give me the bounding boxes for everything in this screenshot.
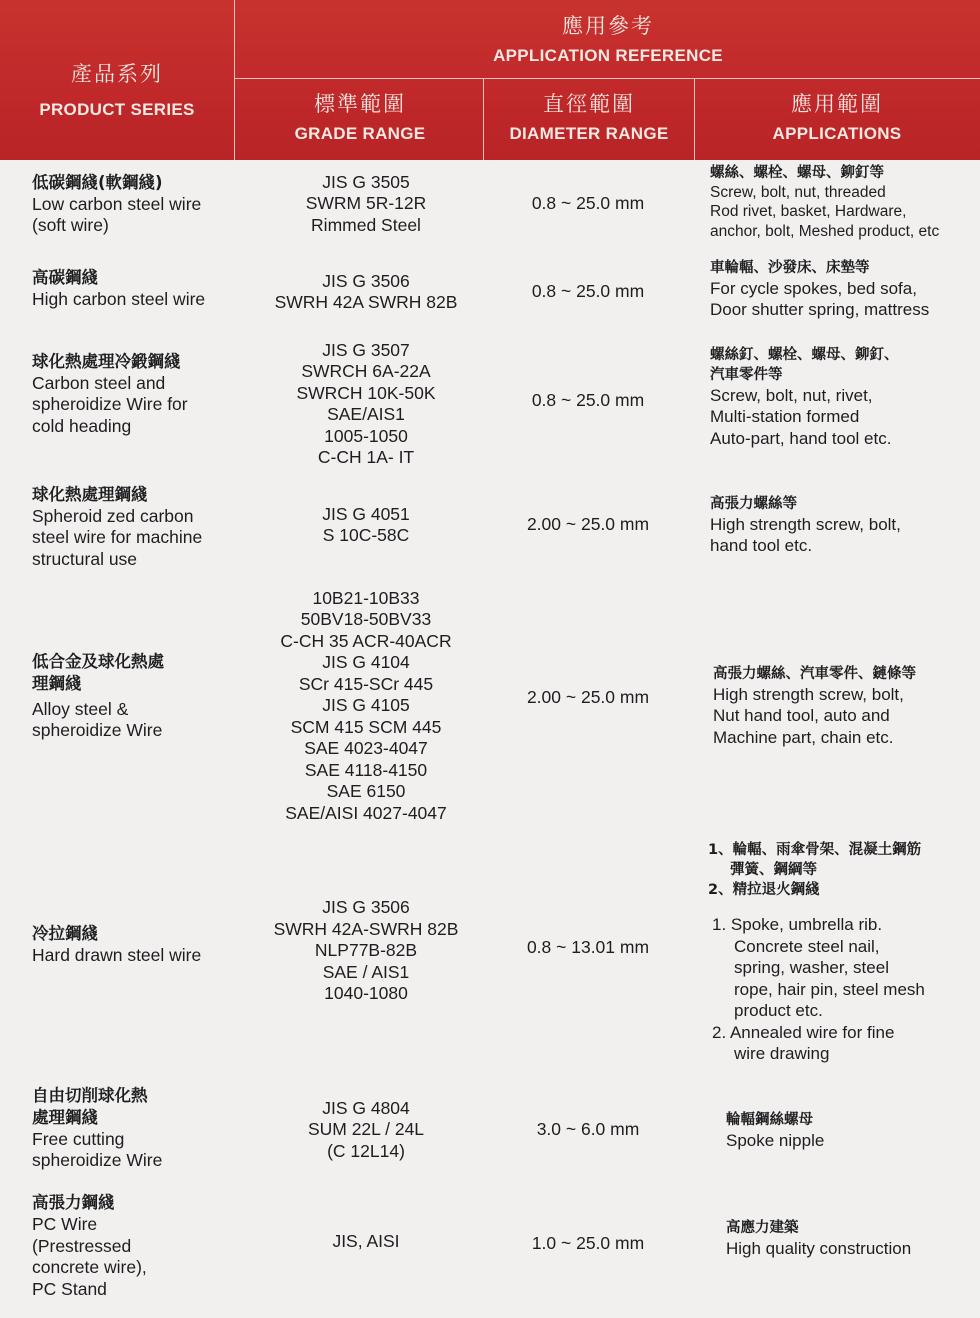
applications-en: APPLICATIONS (772, 124, 902, 143)
grade-value: SCr 415-SCr 445 (298, 673, 434, 694)
grade-value: SWRCH 10K-50K (296, 382, 436, 403)
application-en: Concrete steel nail, (734, 936, 880, 956)
table-row (0, 166, 980, 242)
diameter-range-en: DIAMETER RANGE (509, 124, 669, 143)
product-cell (32, 482, 247, 572)
grade-value: S 10C-58C (322, 525, 410, 545)
diameter-value: 0.8 ~ 25.0 mm (531, 193, 645, 214)
diameter-value: 0.8 ~ 25.0 mm (531, 390, 645, 411)
grade-cell (248, 252, 484, 332)
applications-en-cell (712, 914, 980, 1070)
application-en: High strength screw, bolt, (710, 514, 901, 534)
grade-value: SWRCH 6A-22A (301, 361, 431, 381)
grade-value: JIS G 4051 (322, 503, 410, 524)
product-cell (32, 252, 247, 326)
grade-range-header (236, 88, 484, 144)
product-name-zh: 高張力鋼綫 (32, 1193, 115, 1212)
grade-value: SAE/AIS1 (327, 404, 405, 424)
application-zh: 螺絲、螺栓、螺母、鉚釘等 (710, 164, 884, 181)
applications-cell (710, 162, 978, 242)
application-en: High quality construction (726, 1239, 912, 1259)
application-en: Screw, bolt, nut, rivet, (710, 385, 873, 405)
product-name-zh: 高碳鋼綫 (32, 268, 98, 288)
grade-value: SWRH 42A SWRH 82B (274, 292, 458, 312)
grade-cell (248, 586, 484, 826)
grade-value: JIS G 4105 (322, 695, 410, 716)
diameter-cell (484, 166, 692, 242)
grade-value: C-CH 1A- IT (317, 447, 415, 467)
grade-cell (248, 338, 484, 470)
diameter-value: 3.0 ~ 6.0 mm (536, 1119, 640, 1140)
product-name-en: PC Wire (32, 1214, 98, 1234)
product-cell (32, 166, 247, 242)
diameter-value: 2.00 ~ 25.0 mm (526, 514, 650, 535)
grade-cell (248, 166, 484, 242)
product-cell (32, 1082, 247, 1174)
applications-cell (726, 1106, 980, 1156)
product-cell (32, 1190, 247, 1302)
product-name-en: Hard drawn steel wire (32, 945, 202, 966)
product-name-en: Spheroid zed carbon (32, 505, 194, 526)
grade-range-en: GRADE RANGE (294, 124, 426, 143)
grade-value: SAE 6150 (326, 781, 406, 802)
application-en: anchor, bolt, Meshed product, etc (710, 222, 940, 240)
diameter-value: 2.00 ~ 25.0 mm (526, 687, 650, 708)
product-name-en: High carbon steel wire (32, 289, 206, 310)
application-en: 1. Spoke, umbrella rib. (712, 915, 883, 934)
grade-value: SWRM 5R-12R (305, 193, 427, 214)
product-name-en: PC Stand (32, 1278, 107, 1299)
grade-value: 50BV18-50BV33 (300, 609, 432, 630)
applications-zh: 應用範圍 (791, 92, 883, 116)
product-cell (32, 338, 247, 450)
applications-cell (710, 252, 978, 326)
application-zh: 輪輻鋼絲螺母 (726, 1112, 813, 1129)
application-en: Nut hand tool, auto and (713, 706, 890, 726)
grade-range-zh: 標準範圍 (314, 92, 406, 116)
application-en: Auto-part, hand tool etc. (710, 428, 892, 448)
application-zh: 1、輪輻、雨傘骨架、混凝土鋼筋 (708, 842, 922, 858)
grade-value: 1005-1050 (324, 425, 408, 446)
grade-cell (248, 1222, 484, 1262)
diameter-cell (484, 482, 692, 568)
product-name-zh: 理鋼綫 (32, 673, 82, 693)
application-zh: 高張力螺絲等 (710, 495, 797, 512)
diameter-range-zh: 直徑範圍 (543, 92, 635, 116)
grade-value: C-CH 35 ACR-40ACR (280, 630, 452, 651)
applications-zh-cell (708, 840, 980, 904)
grade-value: JIS, AISI (332, 1231, 400, 1252)
table-header (0, 0, 980, 160)
product-name-zh: 球化熱處理鋼綫 (32, 484, 148, 504)
table-row (0, 840, 980, 1070)
product-name-en: steel wire for machine (32, 527, 203, 548)
grade-value: SUM 22L / 24L (307, 1119, 425, 1140)
grade-value: JIS G 3506 (322, 270, 410, 291)
table-row (0, 338, 980, 470)
diameter-cell (484, 338, 692, 464)
applications-cell (710, 482, 978, 568)
application-en: For cycle spokes, bed sofa, (710, 278, 917, 298)
application-en: wire drawing (734, 1044, 830, 1063)
product-name-zh: 自由切削球化熱 (32, 1085, 148, 1105)
grade-value: SAE 4023-4047 (304, 738, 428, 759)
application-zh: 彈簧、鋼綱等 (730, 862, 817, 878)
product-cell (32, 920, 247, 970)
diameter-cell (484, 928, 692, 968)
product-name-zh: 球化熱處理冷鍛鋼綫 (32, 351, 181, 371)
application-en: Machine part, chain etc. (713, 727, 894, 747)
application-en: Rod rivet, basket, Hardware, (710, 203, 907, 221)
application-reference-en: APPLICATION REFERENCE (493, 46, 723, 65)
application-en: spring, washer, steel (734, 958, 889, 977)
product-name-en: spheroidize Wire for (32, 394, 188, 415)
application-zh: 高應力建築 (726, 1220, 799, 1237)
table-row (0, 1082, 980, 1174)
product-name-en: cold heading (32, 415, 132, 436)
product-name-en: concrete wire), (32, 1257, 147, 1277)
application-zh: 車輪輻、沙發床、床墊等 (710, 259, 870, 276)
grade-value: JIS G 3505 (322, 171, 410, 192)
application-en: High strength screw, bolt, (713, 684, 904, 704)
product-name-zh: 低碳鋼綫(軟鋼綫) (32, 172, 163, 192)
grade-value: (C 12L14) (327, 1140, 405, 1161)
application-zh: 高張力螺絲、汽車零件、鏈條等 (713, 665, 916, 682)
diameter-cell (484, 252, 692, 332)
grade-cell (248, 482, 484, 568)
diameter-value: 0.8 ~ 25.0 mm (531, 281, 645, 302)
grade-value: SCM 415 SCM 445 (290, 716, 442, 737)
diameter-cell (484, 1110, 692, 1150)
grade-value: SAE / AIS1 (322, 961, 410, 982)
grade-cell (248, 896, 484, 1006)
application-en: hand tool etc. (710, 536, 813, 555)
header-divider (234, 0, 235, 160)
application-en: Multi-station formed (710, 407, 860, 427)
product-series-en: PRODUCT SERIES (39, 100, 195, 119)
diameter-cell (484, 586, 692, 810)
grade-cell (248, 1090, 484, 1170)
application-zh: 螺絲釘、螺栓、螺母、鉚釘、 (710, 346, 899, 363)
application-reference-zh: 應用參考 (562, 14, 654, 38)
product-name-en: (Prestressed (32, 1235, 132, 1256)
header-divider (483, 78, 484, 160)
table-row (0, 252, 980, 326)
grade-value: SAE/AISI 4027-4047 (285, 802, 447, 823)
product-name-en: structural use (32, 548, 138, 569)
product-cell (32, 646, 247, 746)
product-name-en: Free cutting (32, 1128, 125, 1149)
application-en: Door shutter spring, mattress (710, 300, 930, 319)
header-divider (234, 78, 980, 79)
diameter-value: 1.0 ~ 25.0 mm (531, 1233, 645, 1254)
application-en: product etc. (734, 1001, 823, 1020)
product-name-zh: 冷拉鋼綫 (32, 924, 98, 944)
product-name-en: spheroidize Wire (32, 720, 163, 740)
grade-value: JIS G 3507 (322, 339, 410, 360)
diameter-range-header (484, 88, 694, 144)
applications-header (694, 88, 980, 144)
grade-value: JIS G 4104 (322, 652, 410, 673)
diameter-cell (484, 1224, 692, 1264)
application-reference-header (236, 10, 980, 66)
application-en: 2. Annealed wire for fine (712, 1022, 895, 1042)
grade-value: SWRH 42A-SWRH 82B (273, 918, 459, 939)
grade-value: NLP77B-82B (314, 940, 418, 961)
grade-value: JIS G 4804 (322, 1097, 410, 1118)
grade-value: Rimmed Steel (311, 214, 421, 235)
product-name-en: (soft wire) (32, 215, 109, 235)
application-zh: 2、精拉退火鋼綫 (708, 882, 820, 898)
application-en: rope, hair pin, steel mesh (734, 979, 925, 999)
applications-cell (726, 1214, 980, 1264)
product-name-en: Carbon steel and (32, 372, 166, 393)
table-row (0, 586, 980, 826)
product-series-zh: 產品系列 (71, 62, 163, 86)
grade-value: SAE 4118-4150 (304, 759, 428, 780)
applications-cell (710, 342, 978, 452)
product-name-en: Low carbon steel wire (32, 193, 202, 214)
product-name-zh: 低合金及球化熱處 (32, 651, 164, 671)
header-divider (694, 78, 695, 160)
application-zh: 汽車零件等 (710, 366, 783, 383)
grade-value: 1040-1080 (324, 983, 408, 1004)
application-en: Spoke nipple (726, 1131, 825, 1151)
diameter-value: 0.8 ~ 13.01 mm (526, 937, 650, 958)
product-name-en: Alloy steel & (32, 698, 129, 719)
table-row (0, 482, 980, 572)
table-row (0, 1190, 980, 1302)
product-name-en: spheroidize Wire (32, 1150, 163, 1170)
grade-value: 10B21-10B33 (312, 587, 420, 608)
applications-cell (713, 658, 980, 754)
application-en: Screw, bolt, nut, threaded (710, 183, 886, 201)
product-name-zh: 處理鋼綫 (32, 1107, 98, 1127)
product-series-header (0, 58, 234, 120)
grade-value: JIS G 3506 (322, 897, 410, 918)
